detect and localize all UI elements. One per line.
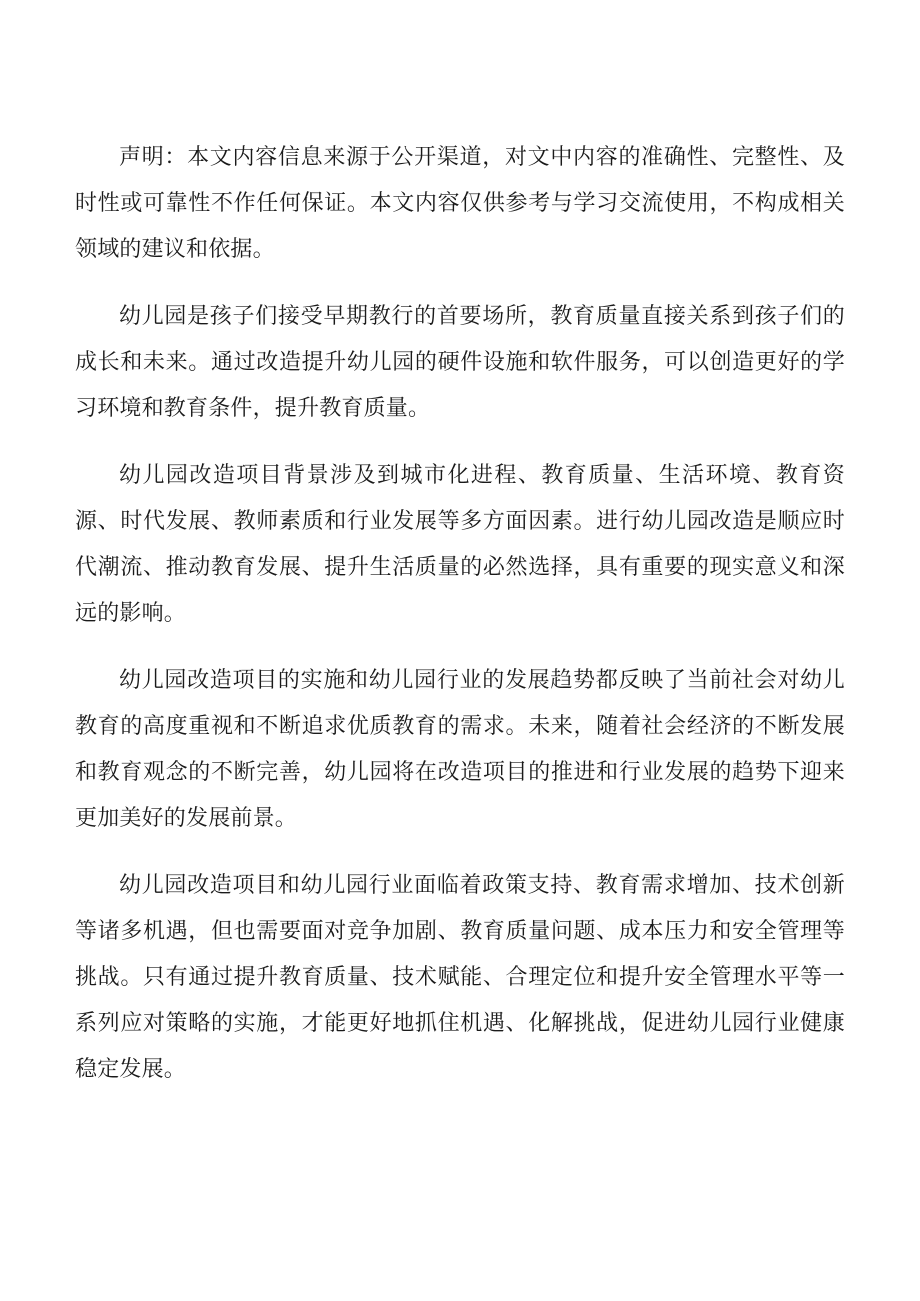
body-paragraph-2: 幼儿园改造项目背景涉及到城市化进程、教育质量、生活环境、教育资源、时代发展、教师素质和行业发展等多方面因素。进行幼儿园改造是顺应时代潮流、推动教育发展、提升生活质量的必然选择，具有重要的现实意义和深远的影响。 xyxy=(75,463,845,626)
disclaimer-paragraph: 声明：本文内容信息来源于公开渠道，对文中内容的准确性、完整性、及时性或可靠性不作任何保证。本文内容仅供参考与学习交流使用，不构成相关领域的建议和依据。 xyxy=(75,145,845,262)
body-paragraph-4: 幼儿园改造项目和幼儿园行业面临着政策支持、教育需求增加、技术创新等诸多机遇，但也需要面对竞争加剧、教育质量问题、成本压力和安全管理等挑战。只有通过提升教育质量、技术赋能、合理定位和提升安全管理水平等一系列应对策略的实施，才能更好地抓住机遇、化解挑战，促进幼儿园行业健康稳定发展。 xyxy=(75,873,845,1082)
document-body xyxy=(75,135,845,1114)
body-paragraph-3: 幼儿园改造项目的实施和幼儿园行业的发展趋势都反映了当前社会对幼儿教育的高度重视和不断追求优质教育的需求。未来，随着社会经济的不断发展和教育观念的不断完善，幼儿园将在改造项目的推进和行业发展的趋势下迎来更加美好的发展前景。 xyxy=(75,668,845,831)
body-paragraph-1: 幼儿园是孩子们接受早期教行的首要场所，教育质量直接关系到孩子们的成长和未来。通过改造提升幼儿园的硬件设施和软件服务，可以创造更好的学习环境和教育条件，提升教育质量。 xyxy=(75,304,845,421)
